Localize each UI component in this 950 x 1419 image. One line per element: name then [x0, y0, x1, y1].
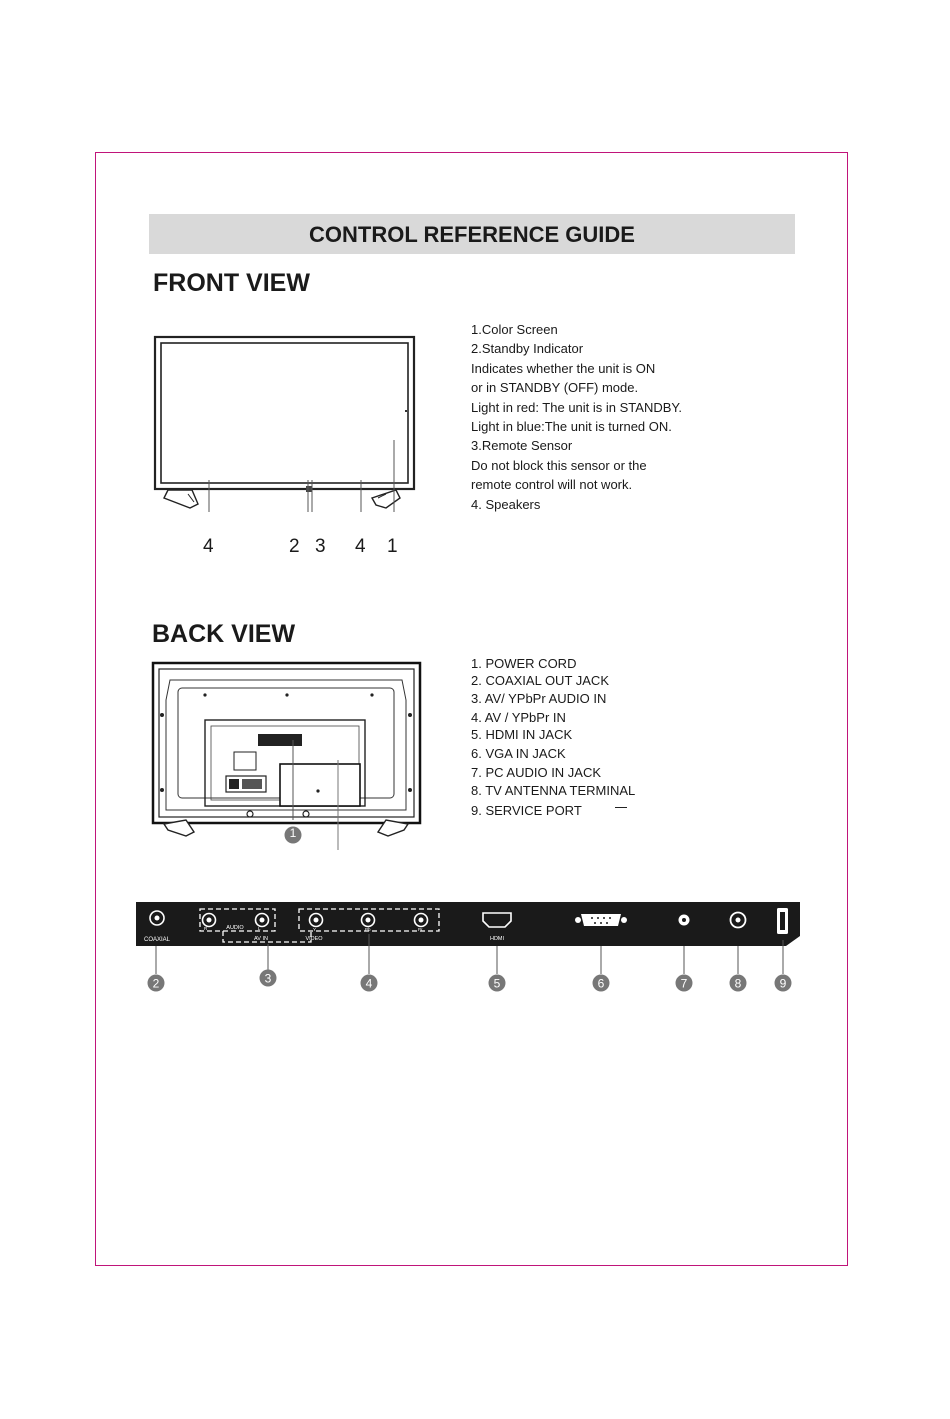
back-item: 8. TV ANTENNA TERMINAL — [471, 783, 636, 798]
audio-label: AUDIO — [226, 925, 244, 931]
callout-2: 2 — [152, 976, 160, 991]
vga-port — [581, 914, 621, 926]
back-item: 4. AV / YPbPr IN — [471, 710, 566, 725]
label-sticker — [234, 752, 256, 770]
callout-3: 3 — [264, 971, 272, 986]
front-callout-1: 1 — [387, 536, 398, 557]
pr-label: Pr — [418, 927, 423, 932]
right-stand — [372, 490, 400, 508]
back-item: 3. AV/ YPbPr AUDIO IN — [471, 691, 607, 706]
callout-5: 5 — [493, 976, 501, 991]
desc-line: Do not block this sensor or the — [471, 457, 647, 473]
front-view-heading: FRONT VIEW — [153, 269, 310, 297]
port-box — [280, 764, 360, 806]
video-label: VIDEO — [305, 936, 323, 942]
standby-indicator — [306, 486, 312, 492]
callout-9: 9 — [779, 976, 787, 991]
coaxial-label: COAXIAL — [143, 937, 171, 943]
pb-label: Pb — [365, 927, 371, 932]
l-label: L — [258, 926, 261, 931]
desc-line: or in STANDBY (OFF) mode. — [471, 380, 639, 396]
left-stand — [164, 490, 198, 508]
vent-grille — [258, 734, 302, 746]
y-label: Y — [313, 927, 317, 932]
desc-line: 4. Speakers — [471, 496, 541, 512]
tv-front-illustration — [150, 332, 420, 512]
r-label: R — [204, 926, 208, 931]
tv-front-screen — [161, 343, 408, 483]
back-item: 6. VGA IN JACK — [471, 746, 566, 761]
dash-mark — [615, 807, 627, 808]
back-item: 5. HDMI IN JACK — [471, 727, 573, 742]
front-callout-4b: 4 — [355, 536, 366, 557]
desc-line: 3.Remote Sensor — [471, 438, 573, 454]
callout-8: 8 — [734, 976, 742, 991]
front-callout-2: 2 — [289, 536, 300, 557]
callout-7: 7 — [680, 976, 688, 991]
av-in-label: AV IN — [254, 936, 268, 942]
back-item: 9. SERVICE PORT — [471, 803, 582, 818]
power-callout-number: 1 — [289, 826, 297, 840]
desc-line: 2.Standby Indicator — [471, 341, 584, 357]
desc-line: 1.Color Screen — [471, 322, 558, 337]
callout-4: 4 — [365, 976, 373, 991]
desc-line: Light in red: The unit is in STANDBY. — [471, 399, 682, 415]
back-view-heading: BACK VIEW — [152, 620, 296, 648]
callout-6: 6 — [597, 976, 605, 991]
desc-line: Indicates whether the unit is ON — [471, 360, 656, 376]
back-item: 2. COAXIAL OUT JACK — [471, 673, 609, 688]
front-callout-3: 3 — [315, 536, 326, 557]
back-item: 1. POWER CORD — [471, 656, 577, 671]
front-callout-4a: 4 — [203, 536, 214, 557]
title-bar — [149, 214, 795, 254]
tv-back-illustration — [150, 660, 430, 850]
hdmi-label: HDMI — [489, 936, 505, 942]
page-title: CONTROL REFERENCE GUIDE — [309, 222, 635, 247]
front-view-description — [471, 320, 682, 514]
port-panel — [136, 902, 802, 998]
desc-line: Light in blue:The unit is turned ON. — [471, 419, 672, 435]
back-item: 7. PC AUDIO IN JACK — [471, 765, 602, 780]
desc-line: remote control will not work. — [471, 477, 633, 493]
